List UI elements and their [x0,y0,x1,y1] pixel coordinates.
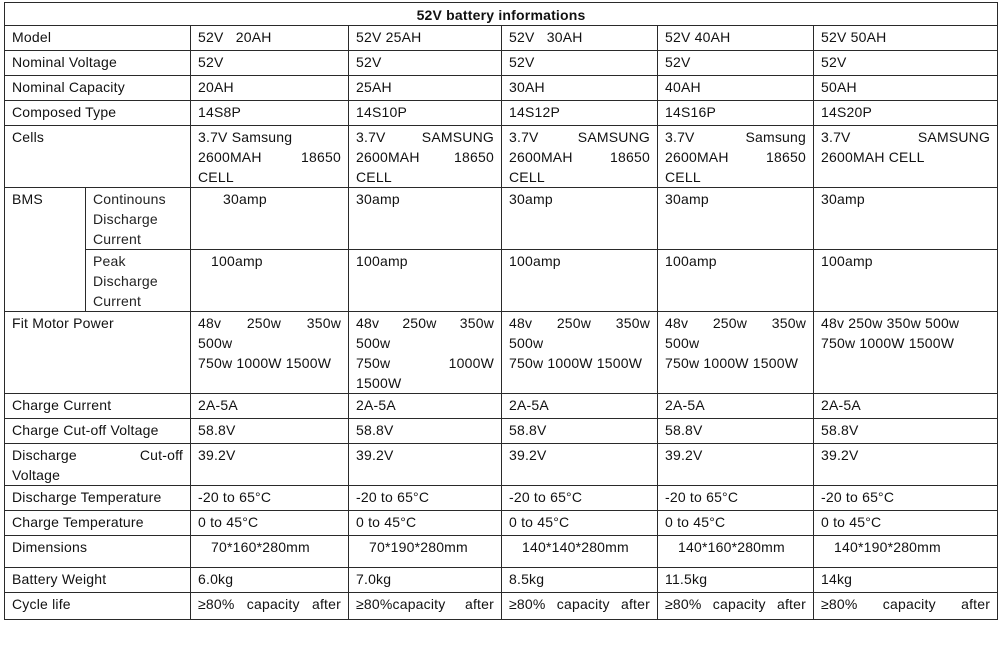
cell-voltage-3: 52V [658,51,814,76]
table-title: 52V battery informations [5,3,998,26]
cell-composed-1: 14S10P [349,101,502,126]
cell-composed-0: 14S8P [191,101,349,126]
row-bms-peak [5,250,998,312]
cell-discharge-temp-4: -20 to 65°C [814,486,998,511]
cell-motor-0 [191,312,349,394]
bms-cont-line-2: Discharge [93,211,158,227]
cell-charge-current-0: 2A-5A [191,394,349,419]
cell-charge-temp-1: 0 to 45°C [349,511,502,536]
row-nominal-capacity [5,76,998,101]
motor-1-line-2: 500w [356,335,391,351]
discharge-cutoff-label-line-1: Discharge Cut-off [12,447,183,463]
cell-weight-1: 7.0kg [349,568,502,593]
cell-capacity-3: 40AH [658,76,814,101]
cells-3-line-1: 3.7V Samsung [665,129,806,145]
cell-composed-4: 14S20P [814,101,998,126]
row-label-charge-temp: Charge Temperature [5,511,191,536]
cells-1-line-1: 3.7V SAMSUNG [356,129,494,145]
cell-charge-temp-4: 0 to 45°C [814,511,998,536]
row-nominal-voltage [5,51,998,76]
cell-bms-cont-2: 30amp [502,188,658,250]
row-label-discharge-cutoff [5,444,191,486]
cell-weight-2: 8.5kg [502,568,658,593]
row-label-composed-type: Composed Type [5,101,191,126]
cell-cells-1 [349,126,502,188]
cell-charge-cutoff-4: 58.8V [814,419,998,444]
cell-discharge-temp-2: -20 to 65°C [502,486,658,511]
cell-cells-4 [814,126,998,188]
row-charge-temp [5,511,998,536]
bms-peak-label [86,250,191,312]
row-label-fit-motor: Fit Motor Power [5,312,191,394]
cell-weight-3: 11.5kg [658,568,814,593]
bms-cont-line-3: Current [93,231,142,247]
cells-0-line-2: 2600MAH 18650 [198,149,341,165]
cell-bms-cont-4: 30amp [814,188,998,250]
cells-1-line-3: CELL [356,169,392,185]
cell-model-3: 52V 40AH [658,26,814,51]
cell-discharge-cutoff-2: 39.2V [502,444,658,486]
cell-bms-peak-3: 100amp [658,250,814,312]
bms-cont-line-1: Continouns [93,191,166,207]
row-battery-weight [5,568,998,593]
cells-4-line-1: 3.7V SAMSUNG [821,129,991,145]
cell-discharge-temp-3: -20 to 65°C [658,486,814,511]
row-model [5,26,998,51]
row-composed-type [5,101,998,126]
cell-voltage-2: 52V [502,51,658,76]
cell-dimensions-3: 140*160*280mm [658,536,814,568]
cell-bms-peak-4: 100amp [814,250,998,312]
motor-3-line-2: 500w [665,335,700,351]
cell-weight-0: 6.0kg [191,568,349,593]
row-label-bms: BMS [5,188,86,312]
cell-model-1: 52V 25AH [349,26,502,51]
cells-3-line-2: 2600MAH 18650 [665,149,806,165]
cell-voltage-1: 52V [349,51,502,76]
cell-weight-4: 14kg [814,568,998,593]
cell-model-4: 52V 50AH [814,26,998,51]
row-label-model: Model [5,26,191,51]
cells-2-line-3: CELL [509,169,545,185]
cell-charge-temp-0: 0 to 45°C [191,511,349,536]
cell-motor-2 [502,312,658,394]
cell-model-0: 52V 20AH [191,26,349,51]
cells-0-line-3: CELL [198,169,234,185]
row-discharge-cutoff [5,444,998,486]
row-label-battery-weight: Battery Weight [5,568,191,593]
cell-motor-4 [814,312,998,394]
cell-composed-3: 14S16P [658,101,814,126]
cell-cycle-0: ≥80% capacity after [191,593,349,620]
cell-cycle-4: ≥80% capacity after [814,593,998,620]
row-label-discharge-temp: Discharge Temperature [5,486,191,511]
bms-peak-line-1: Peak [93,253,126,269]
cell-dimensions-1: 70*190*280mm [349,536,502,568]
discharge-cutoff-label-line-2: Voltage [12,467,61,483]
cell-cells-3 [658,126,814,188]
row-fit-motor [5,312,998,394]
cell-charge-cutoff-3: 58.8V [658,419,814,444]
row-label-nominal-capacity: Nominal Capacity [5,76,191,101]
motor-1-line-1: 48v 250w 350w [356,315,494,331]
cell-discharge-cutoff-3: 39.2V [658,444,814,486]
cell-charge-cutoff-1: 58.8V [349,419,502,444]
cell-motor-3 [658,312,814,394]
cells-2-line-1: 3.7V SAMSUNG [509,129,650,145]
motor-1-line-3: 750w 1000W [356,355,494,371]
row-charge-cutoff [5,419,998,444]
motor-2-line-3: 750w 1000W 1500W [509,355,643,371]
row-charge-current [5,394,998,419]
row-cells [5,126,998,188]
cell-voltage-0: 52V [191,51,349,76]
motor-1-line-4: 1500W [356,375,402,391]
motor-3-line-1: 48v 250w 350w [665,315,806,331]
cell-bms-peak-0: 100amp [191,250,349,312]
bms-peak-line-2: Discharge [93,273,158,289]
cell-bms-peak-1: 100amp [349,250,502,312]
cell-cycle-2: ≥80% capacity after [502,593,658,620]
motor-0-line-2: 500w [198,335,233,351]
cell-bms-cont-1: 30amp [349,188,502,250]
cell-dimensions-4: 140*190*280mm [814,536,998,568]
cell-composed-2: 14S12P [502,101,658,126]
row-label-dimensions: Dimensions [5,536,191,568]
row-dimensions [5,536,998,568]
title-row [5,3,998,26]
cell-charge-temp-2: 0 to 45°C [502,511,658,536]
cell-dimensions-2: 140*140*280mm [502,536,658,568]
cell-charge-cutoff-2: 58.8V [502,419,658,444]
cells-1-line-2: 2600MAH 18650 [356,149,494,165]
cell-bms-cont-3: 30amp [658,188,814,250]
row-label-cells: Cells [5,126,191,188]
cell-dimensions-0: 70*160*280mm [191,536,349,568]
battery-spec-table [4,2,998,620]
motor-0-line-1: 48v 250w 350w [198,315,341,331]
cell-charge-current-1: 2A-5A [349,394,502,419]
row-label-charge-cutoff: Charge Cut-off Voltage [5,419,191,444]
row-cycle-life [5,593,998,620]
cell-voltage-4: 52V [814,51,998,76]
motor-4-line-2: 750w 1000W 1500W [821,335,955,351]
cell-discharge-cutoff-0: 39.2V [191,444,349,486]
cell-charge-current-2: 2A-5A [502,394,658,419]
cell-bms-cont-0: 30amp [191,188,349,250]
cell-model-2: 52V 30AH [502,26,658,51]
row-label-cycle-life: Cycle life [5,593,191,620]
cells-4-line-2: 2600MAH CELL [821,149,925,165]
cell-charge-temp-3: 0 to 45°C [658,511,814,536]
cell-capacity-2: 30AH [502,76,658,101]
motor-3-line-3: 750w 1000W 1500W [665,355,799,371]
cells-0-line-1: 3.7V Samsung [198,129,293,145]
cell-charge-current-4: 2A-5A [814,394,998,419]
bms-continuous-label [86,188,191,250]
cell-charge-cutoff-0: 58.8V [191,419,349,444]
motor-4-line-1: 48v 250w 350w 500w [821,315,960,331]
cell-charge-current-3: 2A-5A [658,394,814,419]
cells-3-line-3: CELL [665,169,701,185]
cell-discharge-temp-0: -20 to 65°C [191,486,349,511]
row-bms-continuous [5,188,998,250]
cell-bms-peak-2: 100amp [502,250,658,312]
motor-0-line-3: 750w 1000W 1500W [198,355,332,371]
cell-cells-2 [502,126,658,188]
bms-peak-line-3: Current [93,293,142,309]
row-label-charge-current: Charge Current [5,394,191,419]
cell-cycle-1: ≥80%capacity after [349,593,502,620]
cell-capacity-4: 50AH [814,76,998,101]
cell-cells-0 [191,126,349,188]
cell-capacity-1: 25AH [349,76,502,101]
cells-2-line-2: 2600MAH 18650 [509,149,650,165]
cell-discharge-temp-1: -20 to 65°C [349,486,502,511]
motor-2-line-1: 48v 250w 350w [509,315,650,331]
row-discharge-temp [5,486,998,511]
row-label-nominal-voltage: Nominal Voltage [5,51,191,76]
cell-motor-1 [349,312,502,394]
cell-discharge-cutoff-4: 39.2V [814,444,998,486]
cell-discharge-cutoff-1: 39.2V [349,444,502,486]
motor-2-line-2: 500w [509,335,544,351]
cell-capacity-0: 20AH [191,76,349,101]
cell-cycle-3: ≥80% capacity after [658,593,814,620]
